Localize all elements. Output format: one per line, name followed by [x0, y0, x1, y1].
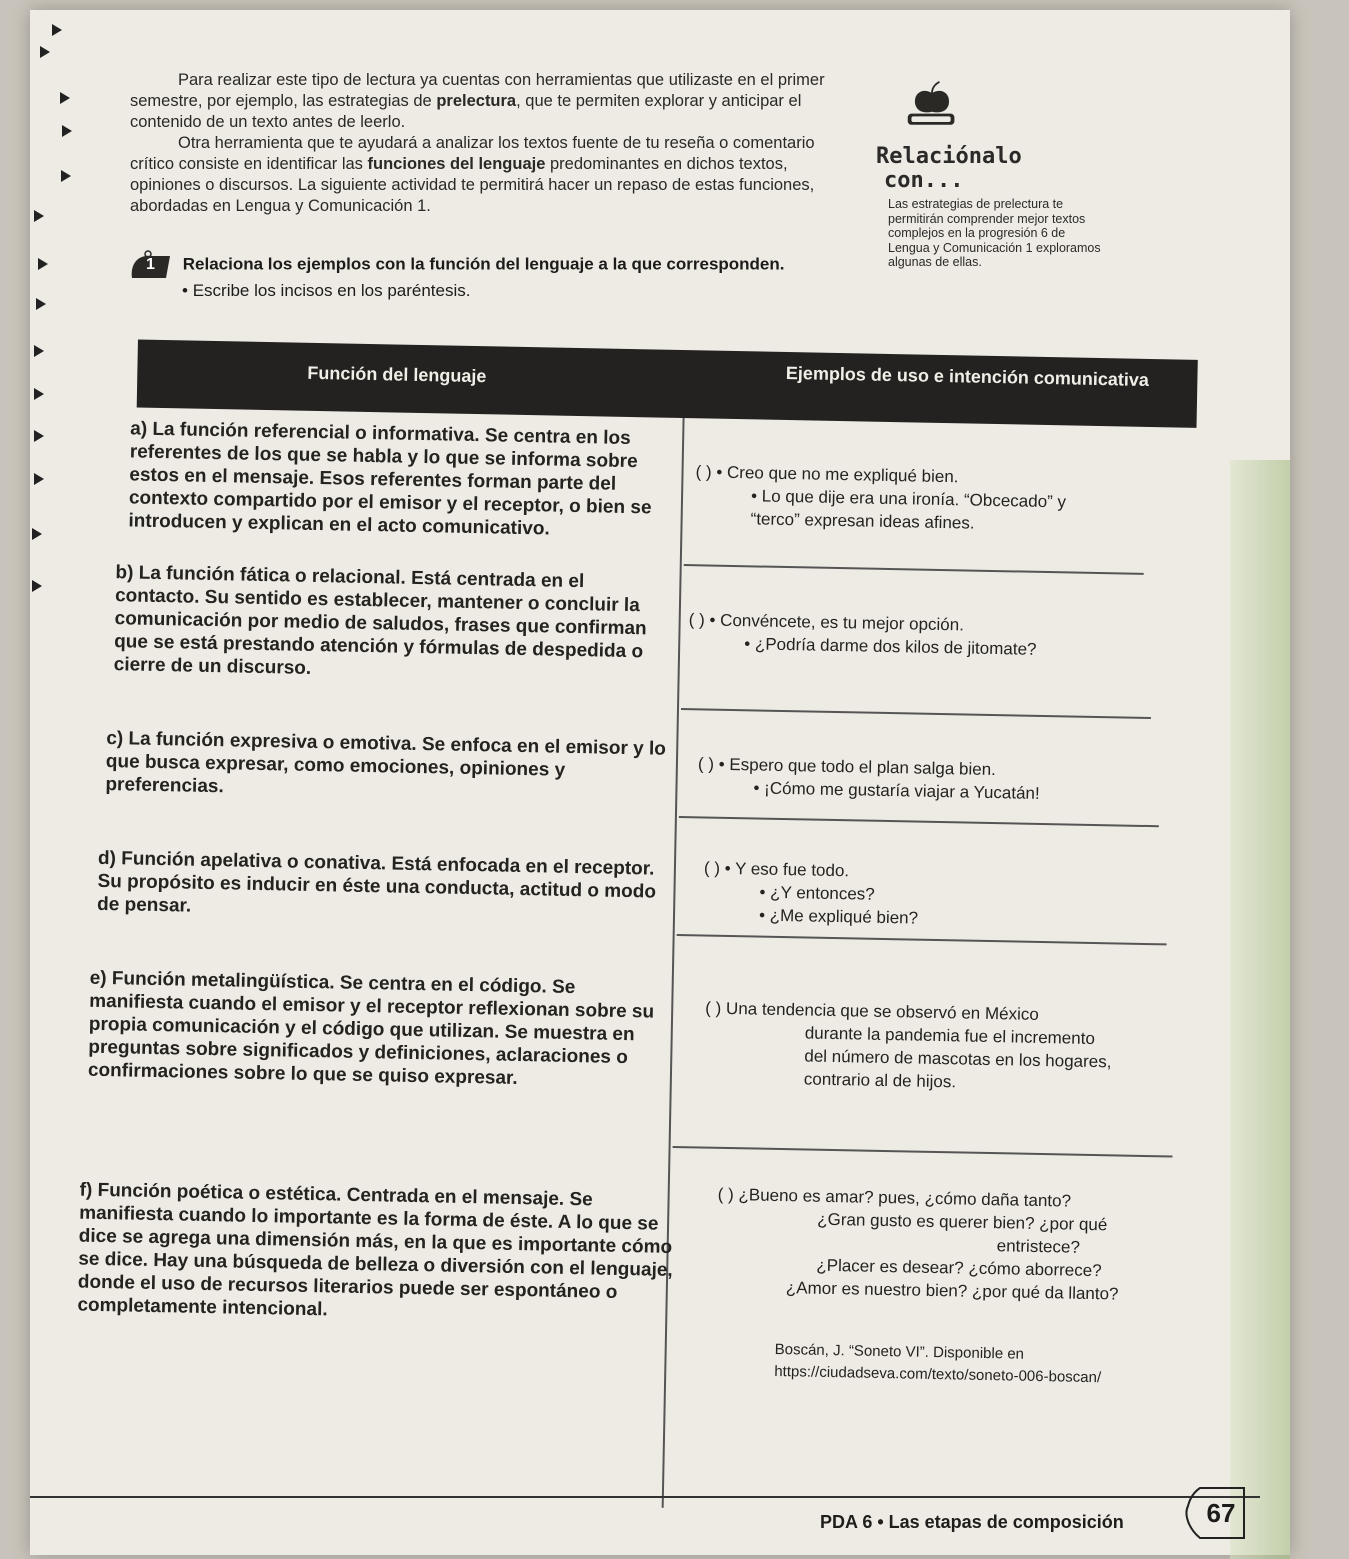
- example-e-1: Una tendencia que se observó en México: [725, 998, 1039, 1024]
- activity-number: 1: [146, 256, 155, 273]
- sidebar-text: Las estrategias de prelectura te permitirán comprender mejor textos complejos en la progresión 6 de Lengua y Comunicación 1 exploramos algunas de ellas.: [888, 197, 1101, 269]
- example-c-1: • Espero que todo el plan salga bien.: [718, 754, 997, 780]
- binding-hole: [34, 388, 44, 400]
- answer-paren-e[interactable]: ( ): [705, 998, 722, 1018]
- binding-hole: [34, 345, 44, 357]
- page-number-value: 67: [1206, 1498, 1236, 1528]
- relacionalo-sidebar: [876, 80, 1106, 270]
- source-citation: Boscán, J. “Soneto VI”. Disponible en https://ciudadseva.com/texto/soneto-006-boscan/: [774, 1340, 1102, 1387]
- example-d-2: • ¿Y entonces?: [759, 882, 875, 904]
- intro-paragraph-2: Otra herramienta que te ayudará a analizar los textos fuente de tu reseña o comentario crítico consiste en identificar las funciones del lenguaje predominantes en dichos textos, opiniones o discursos. La siguiente actividad te permitirá hacer un repaso de estas funciones, abordadas en Lengua y Comunicación 1.: [130, 134, 815, 215]
- answer-paren-f[interactable]: ( ): [717, 1184, 734, 1205]
- activity-subinstruction: • Escribe los incisos en los paréntesis.: [182, 281, 471, 300]
- function-f: f) Función poética o estética. Centrada en el mensaje. Se manifiesta cuando lo importante es la forma de éste. A lo que se dice se agrega una dimensión más, en la que es importante cómo se dice. Hay una búsqueda de belleza o diversión con el lenguaje, donde el uso de recursos literarios puede ser espontáneo o completamente intencional.: [77, 1179, 673, 1321]
- activity-1: [126, 250, 886, 302]
- examples-c: [697, 752, 1138, 806]
- example-d-3: • ¿Me expliqué bien?: [758, 905, 919, 928]
- footer-text: PDA 6 • Las etapas de composición: [820, 1512, 1124, 1532]
- binding-hole: [32, 528, 42, 540]
- activity-number-badge: [126, 250, 178, 280]
- binding-hole: [38, 258, 48, 270]
- examples-a: [694, 460, 1115, 537]
- header-function: Función del lenguaje: [307, 362, 487, 387]
- examples-d: [703, 857, 1144, 934]
- binding-hole: [60, 92, 70, 104]
- answer-paren-b[interactable]: ( ): [688, 610, 705, 630]
- examples-e: [704, 997, 1166, 1098]
- example-b-1: • Convéncete, es tu mejor opción.: [709, 610, 965, 635]
- example-e-2: durante la pandemia fue el incremento: [804, 1023, 1096, 1049]
- row-divider: [673, 1146, 1173, 1157]
- binding-hole: [52, 24, 62, 36]
- intro-text: [130, 70, 850, 217]
- example-a-1: • Creo que no me expliqué bien.: [716, 462, 959, 487]
- example-f-1: ¿Bueno es amar? pues, ¿cómo daña tanto?: [738, 1185, 1072, 1211]
- sidebar-heading: Relaciónalo: [876, 144, 1022, 169]
- row-divider: [679, 816, 1159, 827]
- bottom-rule: [30, 1496, 1260, 1498]
- examples-f: [714, 1183, 1188, 1391]
- examples-b: [688, 608, 1129, 662]
- example-e-3: del número de mascotas en los hogares,: [804, 1046, 1112, 1072]
- example-c-2: • ¡Cómo me gustaría viajar a Yucatán!: [753, 778, 1040, 803]
- answer-paren-a[interactable]: ( ): [695, 462, 712, 482]
- page-number: [1180, 1484, 1250, 1542]
- example-f-2: ¿Gran gusto es querer bien? ¿por qué: [817, 1209, 1108, 1235]
- example-d-1: • Y eso fue todo.: [724, 858, 850, 881]
- function-e: e) Función metalingüística. Se centra en el código. Se manifiesta cuando el emisor y el receptor reflexionan sobre su propia comunicación y el código que utilizan. Se muestra en preguntas sobre significados y definiciones, aclaraciones o confirmaciones sobre lo que se quiso expresar.: [87, 967, 655, 1089]
- answer-paren-d[interactable]: ( ): [703, 858, 721, 878]
- binding-hole: [34, 210, 44, 222]
- example-e-4: contrario al de hijos.: [803, 1069, 957, 1092]
- binding-hole: [34, 430, 44, 442]
- sidebar-heading-2: con...: [884, 168, 964, 193]
- example-f-4: ¿Placer es desear? ¿cómo aborrece?: [816, 1255, 1102, 1281]
- activity-instruction: Relaciona los ejemplos con la función del lenguaje a la que corresponden.: [182, 254, 785, 274]
- apple-book-icon: [904, 80, 960, 136]
- row-divider: [684, 564, 1144, 574]
- example-f-3: entristece?: [996, 1236, 1081, 1257]
- function-c: c) La función expresiva o emotiva. Se enfoca en el emisor y lo que busca expresar, como emociones, opiniones y preferencias.: [105, 728, 667, 798]
- function-a: a) La función referencial o informativa. Se centra en los referentes de los que se habla y lo que se informa sobre estos en el mensaje. Esos referentes forman parte del contexto compartido por el emisor y el receptor, o bien se introducen y explican en el acto comunicativo.: [128, 418, 652, 540]
- example-a-2: • Lo que dije era una ironía. “Obcecado” y “terco” expresan ideas afines.: [750, 486, 1067, 533]
- answer-paren-c[interactable]: ( ): [697, 754, 715, 774]
- function-b: b) La función fática o relacional. Está centrada en el contacto. Su sentido es establecer, mantener o concluir la comunicación por medio de saludos, frases que confirman que se está prestando atención y fórmulas de despedida o cierre de un discurso.: [113, 562, 647, 679]
- functions-table: [36, 338, 1258, 1521]
- row-divider: [681, 708, 1151, 719]
- row-divider: [677, 934, 1167, 945]
- binding-hole: [32, 580, 42, 592]
- example-f-5: ¿Amor es nuestro bien? ¿por qué da llanto?: [785, 1278, 1119, 1304]
- intro-paragraph-1: Para realizar este tipo de lectura ya cuentas con herramientas que utilizaste en el primer semestre, por ejemplo, las estrategias de prelectura, que te permiten explorar y anticipar el contenido de un texto antes de leerlo.: [130, 71, 825, 131]
- binding-hole: [36, 298, 46, 310]
- header-examples: Ejemplos de uso e intención comunicativa: [785, 362, 1150, 390]
- function-d: d) Función apelativa o conativa. Está enfocada en el receptor. Su propósito es inducir en éste una conducta, actitud o modo de pensar.: [96, 847, 657, 917]
- binding-hole: [62, 125, 72, 137]
- binding-hole: [40, 46, 50, 58]
- binding-hole: [61, 170, 71, 182]
- example-b-2: • ¿Podría darme dos kilos de jitomate?: [744, 634, 1037, 659]
- binding-hole: [34, 473, 44, 485]
